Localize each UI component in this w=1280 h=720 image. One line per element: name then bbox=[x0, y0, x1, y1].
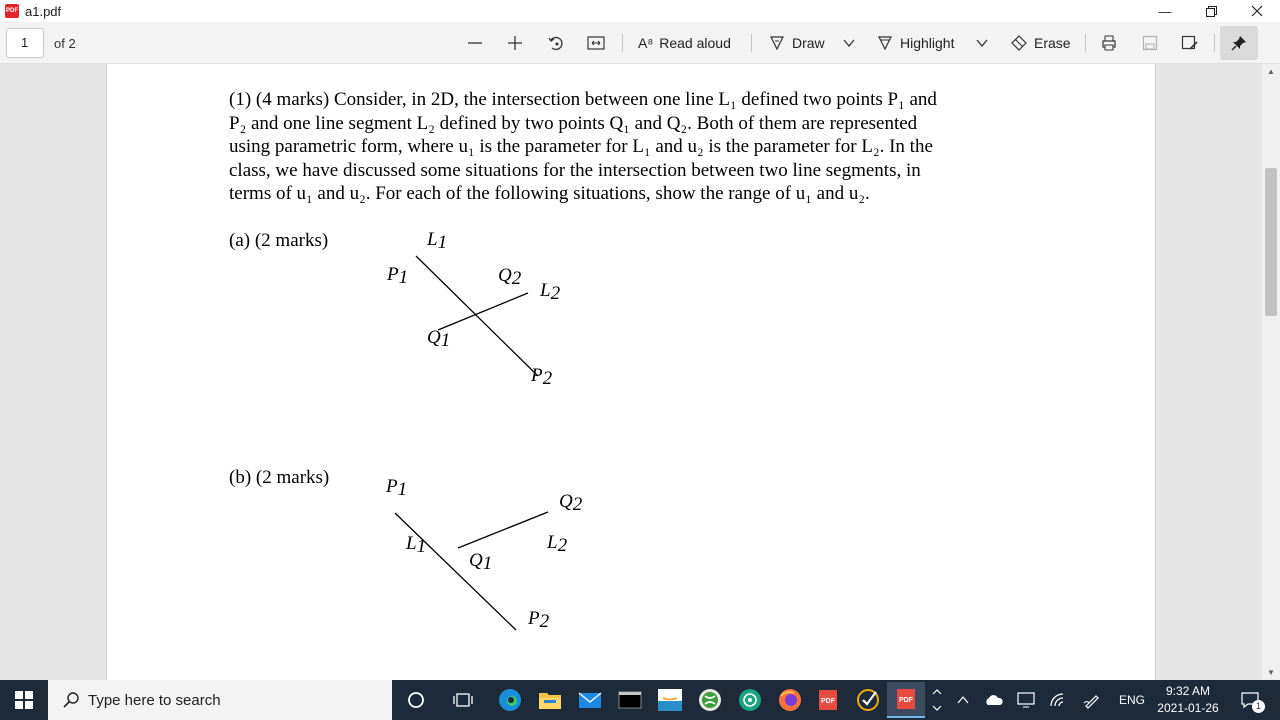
highlight-options-dropdown[interactable] bbox=[975, 30, 989, 56]
label-q1-a: Q1 bbox=[427, 327, 451, 351]
label-l1-b: L1 bbox=[406, 533, 427, 557]
highlighter-icon bbox=[876, 34, 894, 52]
task-view-icon bbox=[453, 691, 473, 709]
network-tray-icon[interactable] bbox=[1044, 680, 1072, 720]
minus-icon bbox=[466, 34, 484, 52]
edge-browser-app[interactable] bbox=[494, 684, 526, 716]
svg-text:PDF: PDF bbox=[899, 697, 913, 704]
cortana-button[interactable] bbox=[400, 684, 432, 716]
task-view-button[interactable] bbox=[447, 684, 479, 716]
question-line: P₂ and one line segment L₂ defined by two points Q₁ and Q₂. Both of them are represented bbox=[229, 112, 918, 134]
openai-icon bbox=[738, 688, 762, 712]
read-aloud-label: Read aloud bbox=[659, 35, 731, 51]
start-button[interactable] bbox=[0, 680, 48, 720]
read-aloud-button[interactable] bbox=[638, 30, 731, 56]
toolbar-divider bbox=[751, 34, 752, 52]
windows-taskbar bbox=[0, 680, 1280, 720]
restore-icon bbox=[1206, 6, 1217, 17]
part-b-label: (b) (2 marks) bbox=[229, 467, 330, 488]
notification-badge: 1 bbox=[1252, 700, 1265, 713]
print-button[interactable] bbox=[1100, 30, 1118, 56]
save-as-icon bbox=[1180, 34, 1200, 52]
clock-date: 2021-01-26 bbox=[1157, 701, 1219, 715]
intersection-figures bbox=[107, 64, 1157, 680]
pdf-app-icon: PDF bbox=[5, 4, 19, 18]
checkmark-icon bbox=[856, 688, 880, 712]
label-p2-b: P2 bbox=[528, 608, 550, 632]
notification-center-button[interactable] bbox=[1232, 680, 1268, 720]
window-title: a1.pdf bbox=[25, 3, 62, 19]
vertical-scrollbar[interactable] bbox=[1262, 64, 1280, 680]
chevron-down-icon bbox=[842, 36, 856, 50]
firefox-app[interactable] bbox=[774, 684, 806, 716]
line-l1-b bbox=[395, 513, 516, 630]
amazon-app[interactable] bbox=[654, 684, 686, 716]
page-number-input[interactable]: 1 bbox=[6, 28, 44, 58]
label-l2-b: L2 bbox=[547, 532, 568, 556]
pin-icon bbox=[1231, 35, 1247, 51]
label-q1-b: Q1 bbox=[469, 550, 493, 574]
pen-workspace-icon bbox=[1083, 691, 1101, 709]
label-l2-a: L2 bbox=[540, 280, 561, 304]
label-p1-a: P1 bbox=[387, 264, 409, 288]
pdf-reader-app[interactable] bbox=[812, 684, 844, 716]
plus-icon bbox=[506, 34, 524, 52]
mail-app[interactable] bbox=[574, 684, 606, 716]
wifi-icon bbox=[1049, 692, 1067, 708]
segment-l2-a bbox=[438, 293, 528, 330]
question-line: (1) (4 marks) Consider, in 2D, the intersection between one line L₁ defined two points P₁ and bbox=[229, 89, 937, 110]
xbox-icon bbox=[698, 688, 722, 712]
erase-label: Erase bbox=[1034, 35, 1071, 51]
close-icon bbox=[1251, 5, 1263, 17]
svg-text:PDF: PDF bbox=[821, 698, 835, 705]
window-controls bbox=[1142, 0, 1280, 22]
terminal-icon bbox=[618, 690, 642, 710]
language-indicator[interactable]: ENG bbox=[1118, 693, 1145, 707]
part-a-label: (a) (2 marks) bbox=[229, 230, 329, 251]
fit-width-button[interactable] bbox=[586, 30, 606, 56]
chevron-up-icon bbox=[957, 694, 969, 706]
chevron-down-icon bbox=[975, 36, 989, 50]
close-button[interactable] bbox=[1234, 0, 1280, 22]
erase-button[interactable] bbox=[1010, 30, 1071, 56]
toolbar-divider bbox=[1085, 34, 1086, 52]
label-l1-a: L1 bbox=[427, 229, 448, 253]
eraser-icon bbox=[1010, 34, 1028, 52]
title-bar bbox=[0, 0, 1280, 22]
figure-a bbox=[386, 229, 561, 389]
cortana-circle-icon bbox=[407, 691, 425, 709]
windows-logo-icon bbox=[15, 691, 33, 709]
mail-icon bbox=[578, 690, 602, 710]
fit-width-icon bbox=[586, 34, 606, 52]
zoom-in-button[interactable] bbox=[506, 30, 524, 56]
pdf-toolbar bbox=[0, 22, 1280, 64]
highlight-button[interactable] bbox=[876, 30, 954, 56]
segment-l2-b bbox=[458, 512, 548, 548]
monitor-icon bbox=[1017, 692, 1035, 708]
page-total: of 2 bbox=[54, 36, 76, 51]
pdf-icon bbox=[894, 687, 918, 711]
firefox-icon bbox=[778, 688, 802, 712]
save-icon bbox=[1141, 34, 1159, 52]
clock-time: 9:32 AM bbox=[1165, 684, 1211, 698]
pen-tray-icon[interactable] bbox=[1078, 680, 1106, 720]
xbox-app[interactable] bbox=[694, 684, 726, 716]
printer-icon bbox=[1100, 34, 1118, 52]
active-pdf-app[interactable] bbox=[887, 682, 925, 718]
label-p2-a: P2 bbox=[531, 365, 553, 389]
toolbar-divider bbox=[622, 34, 623, 52]
scroll-up-arrow[interactable]: ▲ bbox=[1267, 66, 1275, 76]
minimize-button[interactable]: — bbox=[1158, 3, 1172, 19]
onedrive-tray-icon[interactable] bbox=[980, 680, 1008, 720]
save-button[interactable] bbox=[1141, 30, 1159, 56]
label-q2-a: Q2 bbox=[498, 265, 522, 289]
toolbar-divider bbox=[1214, 34, 1215, 52]
label-p1-b: P1 bbox=[386, 476, 408, 500]
scroll-taskbar-icon bbox=[932, 685, 942, 715]
cloud-icon bbox=[984, 693, 1004, 707]
tasks-app[interactable] bbox=[852, 684, 884, 716]
draw-pen-icon bbox=[768, 34, 786, 52]
draw-label: Draw bbox=[792, 35, 825, 51]
edge-icon bbox=[498, 688, 522, 712]
draw-options-dropdown[interactable] bbox=[842, 30, 856, 56]
label-q2-b: Q2 bbox=[559, 491, 583, 515]
file-explorer-app[interactable] bbox=[534, 684, 566, 716]
read-aloud-icon: A⁸ bbox=[638, 35, 654, 51]
question-line: using parametric form, where u₁ is the parameter for L₁ and u₂ is the parameter for L₂. In the bbox=[229, 136, 933, 158]
pdf-icon bbox=[816, 688, 840, 712]
search-placeholder: Type here to search bbox=[88, 691, 221, 709]
save-as-button[interactable] bbox=[1180, 30, 1200, 56]
pin-toolbar-button[interactable] bbox=[1220, 26, 1258, 60]
taskbar-overflow[interactable] bbox=[928, 680, 946, 720]
taskbar-search-box[interactable] bbox=[48, 680, 392, 720]
terminal-app[interactable] bbox=[614, 684, 646, 716]
amazon-icon bbox=[657, 688, 683, 712]
show-hidden-icons-button[interactable] bbox=[950, 680, 976, 720]
figure-b bbox=[385, 476, 583, 632]
taskbar-clock[interactable] bbox=[1152, 683, 1224, 717]
scroll-down-arrow[interactable]: ▼ bbox=[1267, 667, 1275, 677]
folder-icon bbox=[538, 689, 562, 711]
highlight-label: Highlight bbox=[900, 35, 955, 51]
rotate-button[interactable] bbox=[547, 30, 565, 56]
restore-button[interactable] bbox=[1188, 0, 1234, 22]
chatgpt-app[interactable] bbox=[734, 684, 766, 716]
pdf-page bbox=[106, 64, 1156, 680]
scrollbar-thumb[interactable] bbox=[1265, 168, 1277, 316]
zoom-out-button[interactable] bbox=[466, 30, 484, 56]
display-tray-icon[interactable] bbox=[1012, 680, 1040, 720]
document-viewport[interactable] bbox=[0, 64, 1280, 680]
draw-button[interactable] bbox=[768, 30, 825, 56]
search-icon bbox=[62, 691, 80, 709]
rotate-icon bbox=[547, 34, 565, 52]
question-line: class, we have discussed some situations for the intersection between two line segments, in bbox=[229, 159, 921, 181]
question-line: terms of u₁ and u₂. For each of the following situations, show the range of u₁ and u₂. bbox=[229, 183, 870, 205]
